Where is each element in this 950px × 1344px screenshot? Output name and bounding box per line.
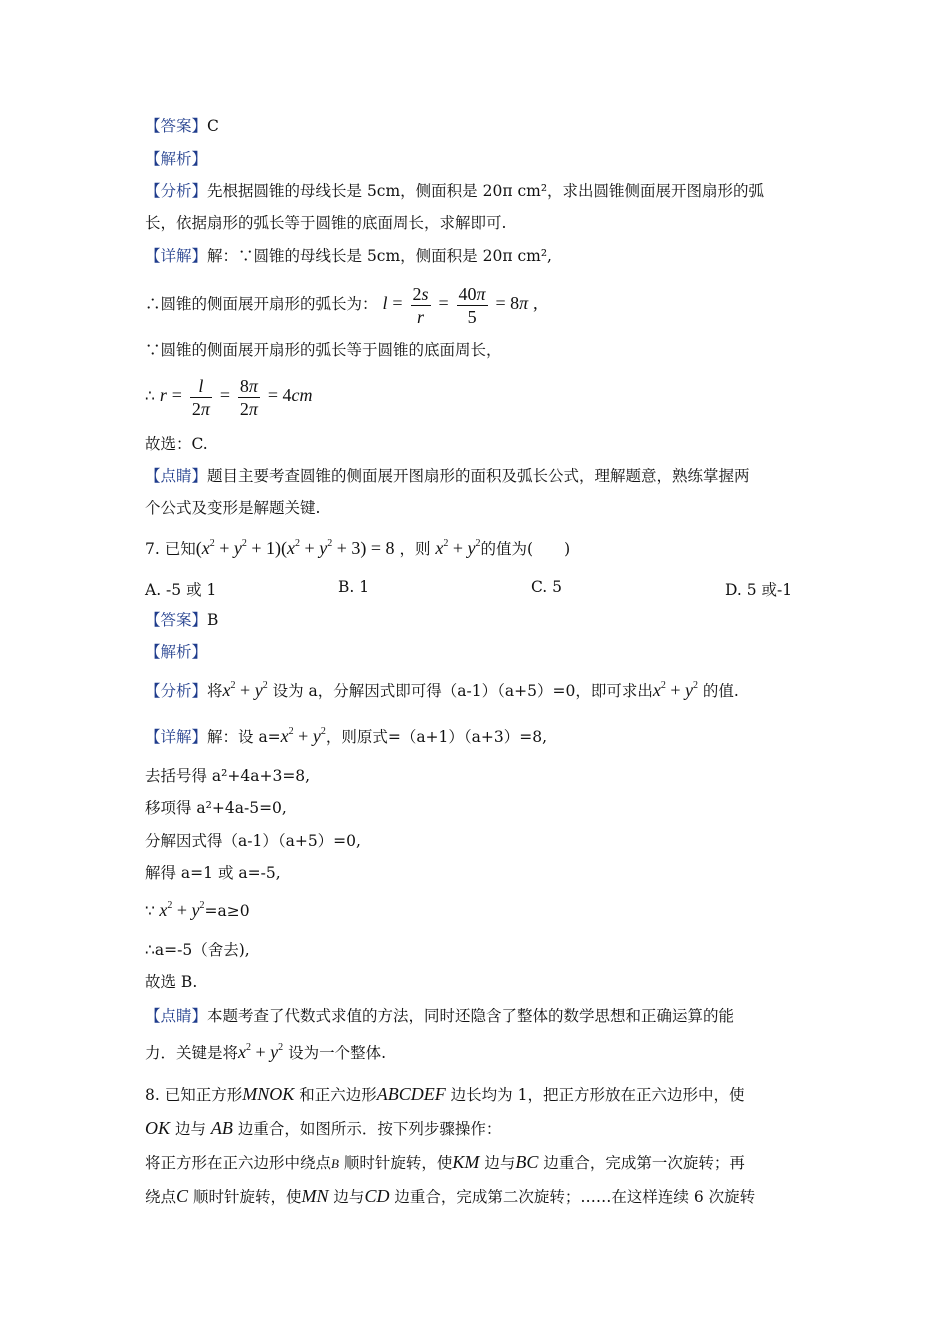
q7-analysis-heading: 【解析】 bbox=[145, 643, 208, 661]
option-d[interactable]: D. 5 或-1 bbox=[725, 581, 793, 599]
q6-xiangjie-line1: 【详解】解：∵圆锥的母线长是 5cm，侧面积是 20π cm², bbox=[145, 247, 552, 265]
q7-fenxi: 【分析】将$x^2 + y^2$ 设为 a，分解因式即可得（a-1）（a+5）=0，即可求出$x^2 + y^2$ 的值. bbox=[145, 680, 739, 700]
q7-therefore: ∴a=-5（舍去), bbox=[145, 941, 250, 959]
answer-value: C bbox=[207, 117, 219, 135]
q7-expand: 去括号得 a²+4a+3=8, bbox=[145, 767, 311, 785]
arc-length-formula: l = $\frac{2s}{r}$ = $\frac{40\pi}{5}$ = 8π , bbox=[382, 283, 538, 327]
q6-radius-formula-line: ∴ r = $\frac{l}{2\pi}$ = $\frac{8\pi}{2\pi}$ = 4cm bbox=[145, 375, 313, 419]
q8-line1: 8. 已知正方形MNOK 和正六边形ABCDEF 边长均为 1，把正方形放在正六边形中，使 bbox=[145, 1084, 745, 1104]
q7-stem: 7. 已知$(x^2 + y^2 + 1)(x^2 + y^2 + 3) = 8$ ，则 $x^2 + y^2$的值为( ) bbox=[145, 538, 571, 558]
q6-analysis-heading: 【解析】 bbox=[145, 150, 208, 168]
question-number: 8. bbox=[145, 1086, 160, 1104]
equation: $(x^2 + y^2 + 1)(x^2 + y^2 + 3) = 8$ bbox=[195, 538, 395, 558]
answer-value: B bbox=[207, 611, 219, 629]
q6-answer-line bbox=[145, 116, 219, 136]
q7-because: ∵ $x^2 + y^2=a\ge 0$ bbox=[145, 900, 250, 920]
q8-line4: 绕点C 顺时针旋转，使MN 边与CD 边重合，完成第二次旋转；……在这样连续 6 次旋转 bbox=[145, 1186, 756, 1206]
q7-solve: 解得 a=1 或 a=-5, bbox=[145, 864, 281, 882]
q6-arc-formula-line: ∴圆锥的侧面展开扇形的弧长为： l = $\frac{2s}{r}$ = $\frac{40\pi}{5}$ = 8π , bbox=[145, 283, 538, 327]
option-c[interactable]: C. 5 bbox=[531, 578, 563, 596]
q7-factor: 分解因式得（a-1）（a+5）=0, bbox=[145, 832, 361, 850]
radius-formula: r = $\frac{l}{2\pi}$ = $\frac{8\pi}{2\pi}$ = 4cm bbox=[159, 375, 313, 419]
q6-choose: 故选：C. bbox=[145, 435, 208, 453]
option-b[interactable]: B. 1 bbox=[338, 578, 370, 596]
q7-move: 移项得 a²+4a-5=0, bbox=[145, 799, 287, 817]
q7-answer-line: 【答案】B bbox=[145, 611, 219, 629]
q7-xiangjie: 【详解】解：设 $a=x^2 + y^2$，则原式=（a+1）（a+3）=8, bbox=[145, 726, 548, 746]
option-a[interactable]: A. -5 或 1 bbox=[145, 581, 217, 599]
answer-label: 【答案】 bbox=[145, 117, 208, 135]
q6-step2: ∵圆锥的侧面展开扇形的弧长等于圆锥的底面周长， bbox=[145, 341, 502, 359]
q6-dianjing-line1: 【点睛】题目主要考查圆锥的侧面展开图扇形的面积及弧长公式，理解题意，熟练掌握两 bbox=[145, 467, 750, 485]
q8-line2: OK 边与 AB 边重合，如图所示．按下列步骤操作： bbox=[145, 1118, 502, 1138]
q7-dianjing-line2: 力．关键是将$x^2 + y^2$ 设为一个整体. bbox=[145, 1042, 387, 1062]
q7-dianjing-line1: 【点睛】本题考查了代数式求值的方法，同时还隐含了整体的数学思想和正确运算的能 bbox=[145, 1007, 735, 1025]
question-number: 7. bbox=[145, 540, 160, 558]
q6-fenxi-line1: 【分析】先根据圆锥的母线长是 5cm，侧面积是 20π cm²，求出圆锥侧面展开图扇形的弧 bbox=[145, 182, 765, 200]
q6-dianjing-line2: 个公式及变形是解题关键. bbox=[145, 499, 321, 517]
q8-line3: 将正方形在正六边形中绕点B 顺时针旋转，使KM 边与BC 边重合，完成第一次旋转；再 bbox=[145, 1152, 745, 1172]
q7-choose: 故选 B. bbox=[145, 973, 198, 991]
q6-fenxi-line2: 长，依据扇形的弧长等于圆锥的底面周长，求解即可. bbox=[145, 214, 507, 232]
